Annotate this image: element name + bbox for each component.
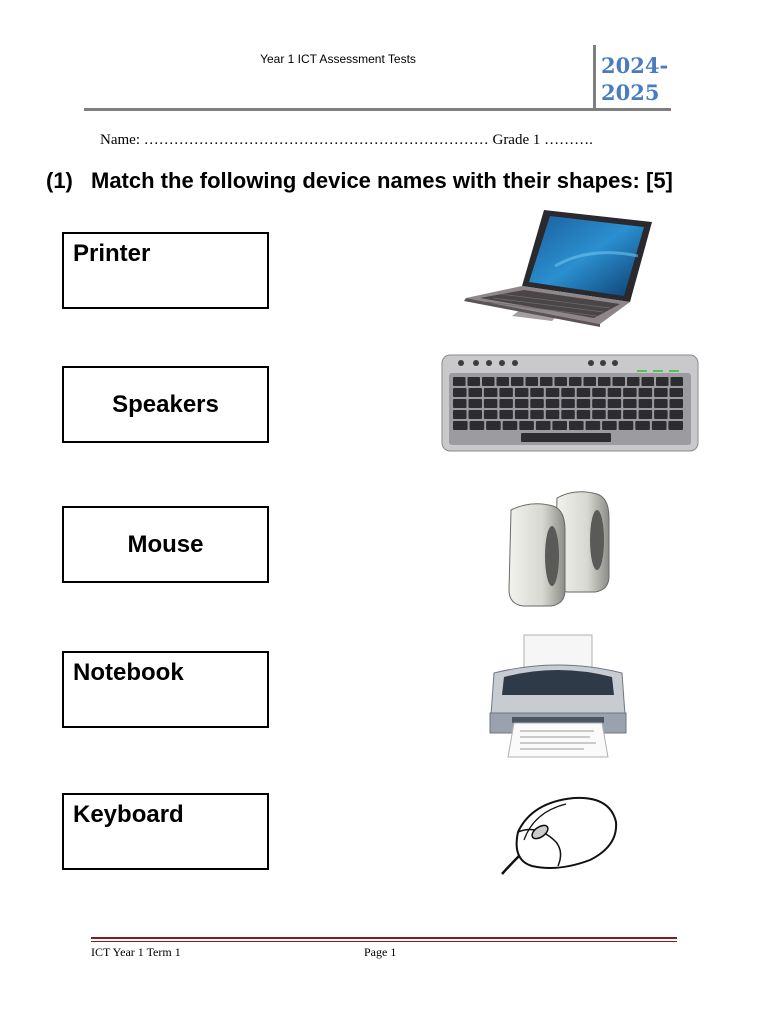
footer-rule-thin: [91, 941, 677, 942]
speakers-image[interactable]: [505, 488, 623, 608]
question-number: (1): [46, 168, 73, 193]
device-label: Speakers: [112, 390, 219, 418]
device-label: Printer: [73, 240, 151, 267]
mouse-image[interactable]: [498, 794, 620, 878]
device-label-box[interactable]: [62, 793, 269, 870]
page-number: Page 1: [364, 945, 397, 959]
header-rule: [84, 108, 671, 111]
name-grade-line: Name: …………………………………………………………… Grade 1 ……….: [100, 132, 593, 148]
printer-image[interactable]: [484, 633, 632, 759]
laptop-image[interactable]: [460, 206, 656, 328]
footer-rule: [91, 937, 677, 939]
school-year: [601, 52, 681, 106]
footer-course: ICT Year 1 Term 1: [91, 945, 181, 959]
question-text: Match the following device names with their shapes: [5]: [91, 168, 673, 193]
keyboard-image[interactable]: [441, 353, 699, 453]
device-label: Keyboard: [73, 801, 184, 828]
device-label-box[interactable]: [62, 232, 269, 309]
device-label-box[interactable]: [62, 651, 269, 728]
school-year-line1: 2024-: [601, 53, 669, 78]
header-title: Year 1 ICT Assessment Tests: [260, 52, 416, 66]
school-year-line2: 2025: [601, 80, 660, 105]
device-label: Mouse: [127, 530, 204, 558]
question-heading: [46, 168, 673, 194]
device-label-box[interactable]: [62, 506, 269, 583]
device-label: Notebook: [73, 659, 184, 686]
device-label-box[interactable]: [62, 366, 269, 443]
header-divider: [593, 45, 596, 111]
